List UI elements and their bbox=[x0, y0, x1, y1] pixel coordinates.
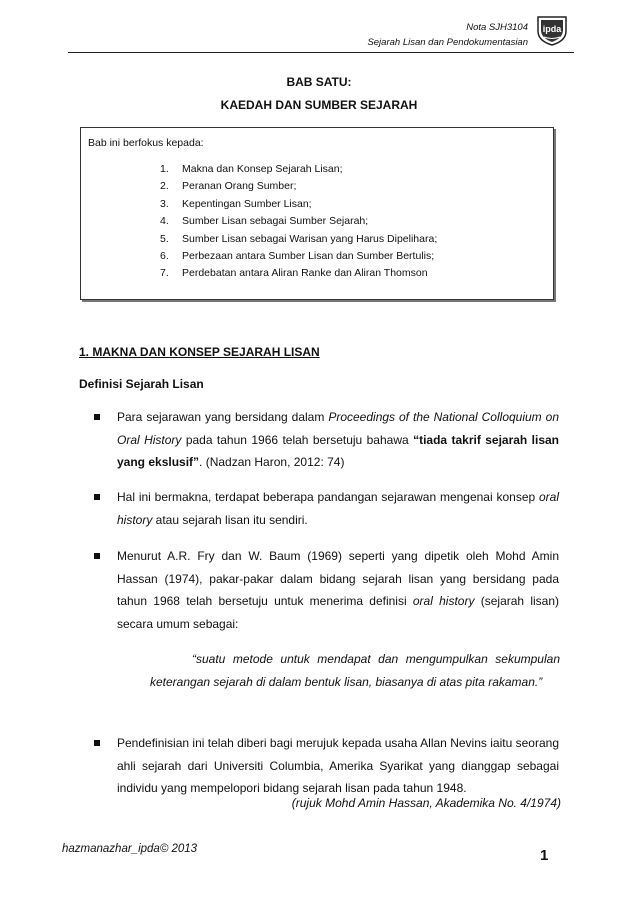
text-run: Para sejarawan yang bersidang dalam bbox=[117, 410, 329, 424]
focus-item-number: 3. bbox=[160, 197, 169, 210]
chapter-number: BAB SATU: bbox=[286, 75, 352, 89]
focus-item-text: Perbezaan antara Sumber Lisan dan Sumber Bertulis; bbox=[182, 249, 435, 262]
focus-item-text: Sumber Lisan sebagai Warisan yang Harus Dipelihara; bbox=[182, 232, 438, 245]
footer-author: hazmanazhar_ipda© 2013 bbox=[62, 843, 198, 855]
focus-item-text: Makna dan Konsep Sejarah Lisan; bbox=[182, 163, 343, 175]
text-run: Hal ini bermakna, terdapat beberapa pandangan sejarawan mengenai konsep bbox=[117, 490, 539, 504]
focus-intro: Bab ini berfokus kepada: bbox=[88, 137, 204, 149]
emphasis-text: oral history bbox=[412, 594, 475, 608]
text-run: . (Nadzan Haron, 2012: 74) bbox=[199, 455, 345, 469]
text-run: (sejarah lisan) secara umum sebagai: bbox=[117, 594, 560, 631]
bold-quote: “tiada takrif sejarah lisan yang ekslusif” bbox=[117, 432, 560, 469]
focus-item-text: Perdebatan antara Aliran Ranke dan Aliran Thomson bbox=[182, 267, 428, 280]
quote-line: keterangan sejarah di dalam bentuk lisan, biasanya di atas pita rakaman.” bbox=[150, 675, 543, 689]
page-number: 1 bbox=[540, 847, 549, 864]
chapter-title: KAEDAH DAN SUMBER SEJARAH bbox=[220, 98, 418, 112]
bullet-paragraph bbox=[117, 545, 559, 635]
emphasis-text: Proceedings of the National Colloquium on Oral History bbox=[117, 410, 559, 447]
text-run: Menurut A.R. Fry dan W. Baum (1969) seperti yang dipetik oleh Mohd Amin Hassan (1974), pakar-pakar dalam bidang sejarah lisan yang bersidang pada tahun 1968 telah bersetuju untuk menerima definisi bbox=[117, 549, 559, 608]
logo-text: ipda bbox=[542, 24, 562, 34]
bullet-paragraph bbox=[117, 406, 559, 474]
bullet-paragraph bbox=[117, 486, 559, 531]
citation: (rujuk Mohd Amin Hassan, Akademika No. 4/1974) bbox=[291, 796, 561, 810]
definition-quote bbox=[150, 648, 560, 694]
focus-item-number: 6. bbox=[160, 249, 169, 262]
square-bullet-icon bbox=[94, 740, 100, 746]
focus-item-number: 7. bbox=[160, 267, 169, 280]
text-run: Pendefinisian ini telah diberi bagi merujuk kepada usaha Allan Nevins iaitu seorang ahli sejarah dari Universiti Columbia, Amerika Syarikat yang dianggap sebagai individu yang mempelopori bidang sejarah lisan pada tahun 1948. bbox=[117, 736, 559, 795]
focus-item-number: 1. bbox=[160, 163, 169, 175]
course-code: Nota SJH3104 bbox=[466, 22, 528, 33]
focus-item-number: 2. bbox=[160, 180, 169, 193]
institute-logo-icon bbox=[534, 11, 570, 47]
focus-item-text: Kepentingan Sumber Lisan; bbox=[182, 197, 312, 210]
focus-item-number: 5. bbox=[160, 232, 169, 245]
quote-line: “suatu metode untuk mendapat dan mengumpulkan sekumpulan bbox=[192, 652, 560, 666]
emphasis-text: oral history bbox=[117, 490, 559, 527]
focus-item-text: Peranan Orang Sumber; bbox=[182, 180, 297, 193]
section-subheading: Definisi Sejarah Lisan bbox=[79, 377, 204, 391]
text-run: atau sejarah lisan itu sendiri. bbox=[152, 512, 308, 527]
section-heading: 1. MAKNA DAN KONSEP SEJARAH LISAN bbox=[79, 345, 320, 359]
square-bullet-icon bbox=[94, 414, 100, 420]
focus-item-number: 4. bbox=[160, 215, 169, 228]
square-bullet-icon bbox=[94, 553, 100, 559]
text-run: pada tahun 1966 telah bersetuju bahawa bbox=[181, 432, 414, 447]
bullet-paragraph bbox=[117, 732, 559, 800]
header-rule bbox=[68, 52, 574, 53]
header-note bbox=[367, 20, 528, 50]
focus-box bbox=[80, 127, 554, 300]
course-title: Sejarah Lisan dan Pendokumentasian bbox=[367, 37, 528, 48]
focus-item-text: Sumber Lisan sebagai Sumber Sejarah; bbox=[182, 215, 369, 228]
square-bullet-icon bbox=[94, 494, 100, 500]
